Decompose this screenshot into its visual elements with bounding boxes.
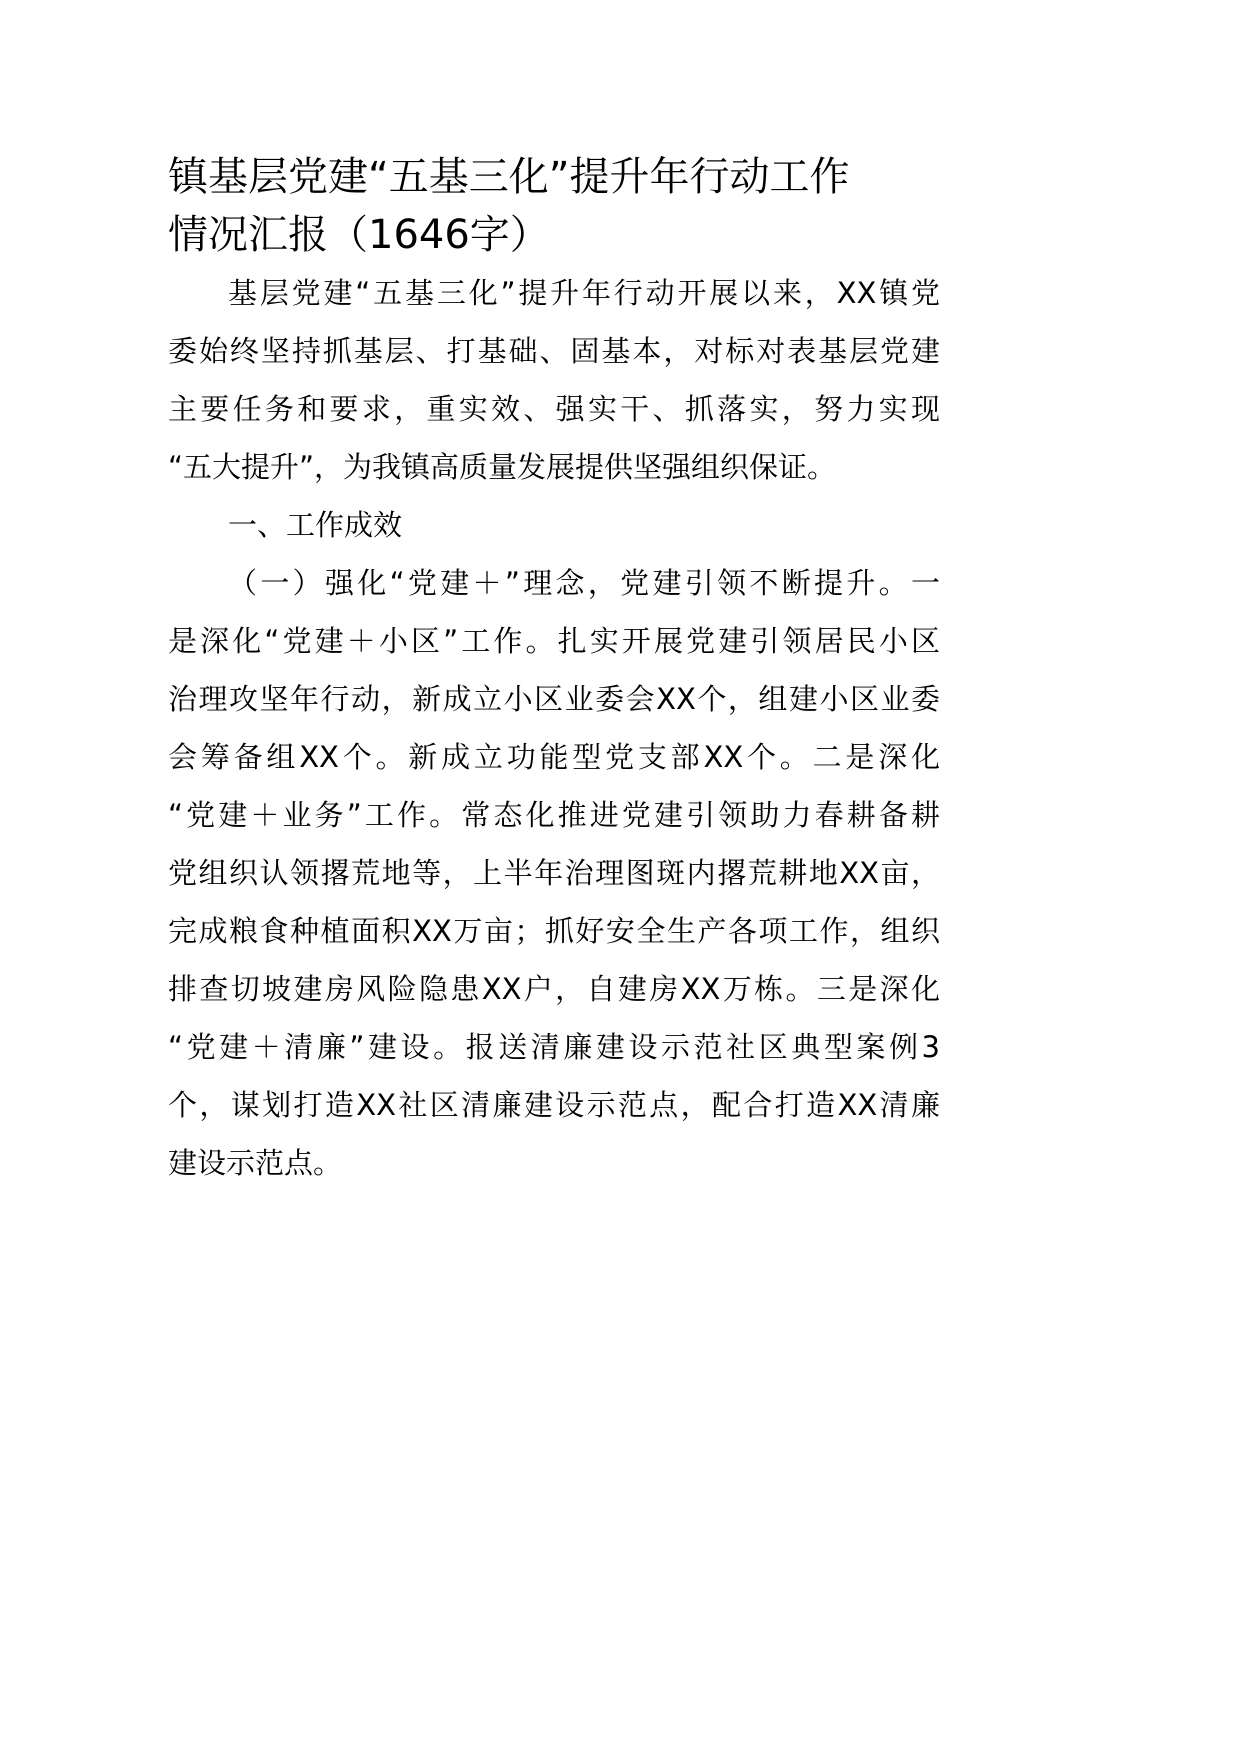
text-line: 个，谋划打造XX社区清廉建设示范点，配合打造XX清廉 xyxy=(168,1088,940,1122)
text-line: 排查切坡建房风险隐患XX户，自建房XX万栋。三是深化 xyxy=(168,972,940,1006)
text-line: 完成粮食种植面积XX万亩；抓好安全生产各项工作，组织 xyxy=(168,914,940,948)
text-line: 治理攻坚年行动，新成立小区业委会XX个，组建小区业委 xyxy=(168,682,940,716)
document-page xyxy=(168,148,940,1192)
text-line: 是深化“党建＋小区”工作。扎实开展党建引领居民小区 xyxy=(168,624,940,658)
text-line: “党建＋业务”工作。常态化推进党建引领助力春耕备耕 xyxy=(168,798,940,832)
title-line: 镇基层党建“五基三化”提升年行动工作 xyxy=(168,154,850,200)
text-line: （一）强化“党建＋”理念，党建引领不断提升。一 xyxy=(228,566,940,600)
text-line: 会筹备组XX个。新成立功能型党支部XX个。二是深化 xyxy=(168,740,940,774)
text-line: 党组织认领撂荒地等，上半年治理图斑内撂荒耕地XX亩， xyxy=(168,856,940,890)
text-line: 一、工作成效 xyxy=(228,508,403,542)
text-line: “五大提升”，为我镇高质量发展提供坚强组织保证。 xyxy=(168,450,837,484)
text-line: 委始终坚持抓基层、打基础、固基本，对标对表基层党建 xyxy=(168,334,940,368)
text-line: 建设示范点。 xyxy=(168,1146,343,1180)
text-line: “党建＋清廉”建设。报送清廉建设示范社区典型案例3 xyxy=(168,1030,940,1064)
paragraph-intro xyxy=(168,264,940,496)
title-line: 情况汇报（1646字） xyxy=(168,212,550,258)
paragraph-body xyxy=(168,554,940,1192)
text-line: 基层党建“五基三化”提升年行动开展以来，XX镇党 xyxy=(228,276,940,310)
text-line: 主要任务和要求，重实效、强实干、抓落实，努力实现 xyxy=(168,392,940,426)
section-heading xyxy=(168,496,940,554)
